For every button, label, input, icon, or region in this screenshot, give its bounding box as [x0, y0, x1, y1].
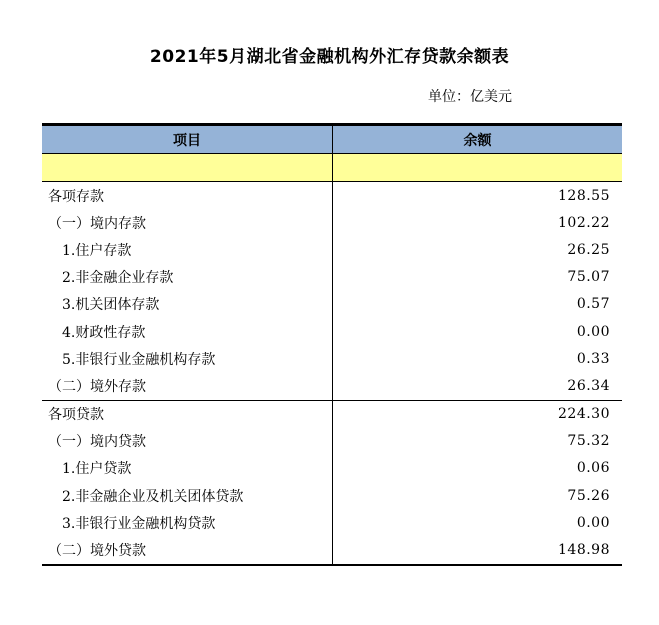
column-header-value: 余额	[333, 125, 623, 154]
row-item: 1.住户贷款	[42, 455, 333, 482]
row-item: 1.住户存款	[42, 236, 333, 263]
table-row	[42, 455, 622, 482]
table-row	[42, 182, 622, 210]
table-row	[42, 482, 622, 509]
column-header-item: 项目	[42, 125, 333, 154]
row-value: 0.00	[576, 514, 610, 531]
row-item: （一）境内存款	[42, 209, 333, 236]
row-value: 0.00	[576, 323, 610, 340]
table-row	[42, 209, 622, 236]
row-value: 102.22	[558, 214, 610, 231]
row-item: 各项存款	[42, 182, 333, 210]
row-item: 各项贷款	[42, 400, 333, 428]
row-value: 75.32	[567, 433, 610, 450]
table-row	[42, 345, 622, 372]
row-item: 3.非银行业金融机构贷款	[42, 509, 333, 536]
table-row	[42, 318, 622, 345]
table-row	[42, 509, 622, 536]
table-row	[42, 428, 622, 455]
table-header-row	[42, 125, 622, 154]
highlight-cell-item	[42, 154, 333, 182]
table-row	[42, 372, 622, 400]
row-item: （二）境外贷款	[42, 536, 333, 564]
table-row	[42, 400, 622, 428]
row-item: 2.非金融企业存款	[42, 264, 333, 291]
row-item: 2.非金融企业及机关团体贷款	[42, 482, 333, 509]
row-value: 128.55	[558, 187, 610, 204]
table-row	[42, 536, 622, 564]
row-value: 148.98	[333, 536, 623, 564]
unit-label: 单位：亿美元	[428, 89, 512, 105]
row-value: 224.30	[558, 406, 610, 423]
row-item: 3.机关团体存款	[42, 291, 333, 318]
table-row	[42, 236, 622, 263]
row-value: 0.06	[576, 460, 610, 477]
row-item: （二）境外存款	[42, 372, 333, 400]
table-row	[42, 264, 622, 291]
highlight-row	[42, 154, 622, 182]
row-value: 26.25	[567, 241, 610, 258]
page-title: 2021年5月湖北省金融机构外汇存贷款余额表	[149, 47, 510, 67]
highlight-cell-value	[333, 154, 623, 182]
row-value: 0.33	[576, 350, 610, 367]
balance-table	[42, 123, 622, 566]
row-value: 75.07	[567, 269, 610, 286]
row-item: （一）境内贷款	[42, 428, 333, 455]
row-item: 5.非银行业金融机构存款	[42, 345, 333, 372]
row-value: 75.26	[567, 487, 610, 504]
row-value: 0.57	[576, 296, 610, 313]
row-value: 26.34	[333, 372, 623, 400]
table-row	[42, 291, 622, 318]
row-item: 4.财政性存款	[42, 318, 333, 345]
